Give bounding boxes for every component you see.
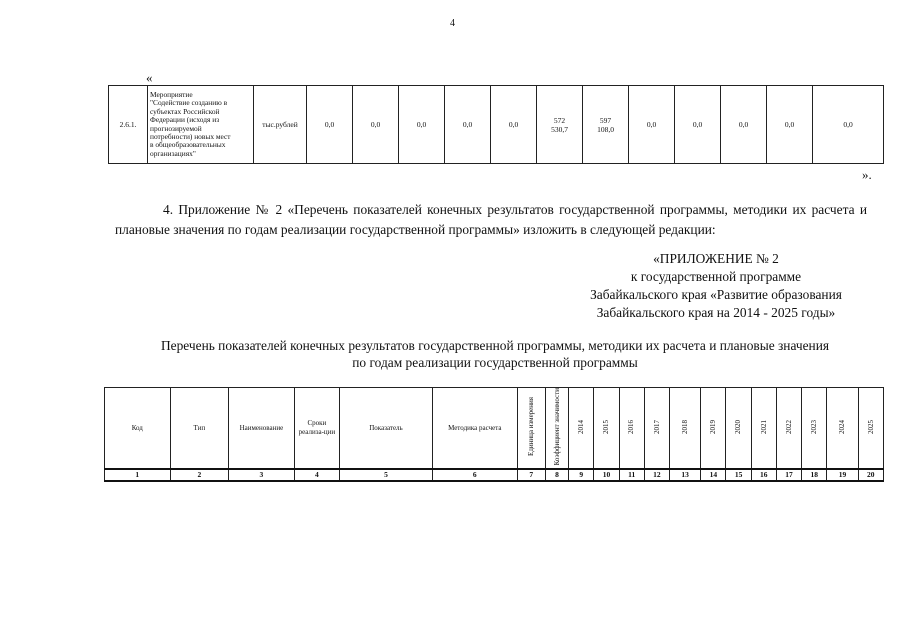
column-number: 9 — [569, 469, 594, 481]
value-cell: 0,0 — [491, 86, 537, 164]
closing-quote-mark: ». — [862, 167, 872, 182]
header-year: 2023 — [802, 388, 827, 469]
header-type: Тип — [170, 388, 229, 469]
column-number: 18 — [802, 469, 827, 481]
header-row — [105, 388, 884, 469]
value-cell: 0,0 — [675, 86, 721, 164]
header-year: 2019 — [701, 388, 726, 469]
column-number: 11 — [619, 469, 644, 481]
value-cell: 0,0 — [767, 86, 813, 164]
opening-quote-mark: « — [146, 70, 153, 85]
value-cell: 597 108,0 — [583, 86, 629, 164]
indicators-table — [104, 387, 884, 482]
column-number: 3 — [229, 469, 295, 481]
measures-table-fragment — [108, 85, 884, 164]
page-number: 4 — [450, 18, 455, 29]
header-code: Код — [105, 388, 171, 469]
column-number-row — [105, 469, 884, 481]
column-number: 4 — [294, 469, 339, 481]
list-title: Перечень показателей конечных результатов государственной программы, методики их расчета и плановые значения по годам реализации государственной программы — [160, 338, 830, 370]
header-year: 2018 — [669, 388, 700, 469]
appendix-header — [560, 250, 872, 322]
appendix-header-line: к государственной программе — [630, 269, 802, 284]
header-coefficient: Коэффициент значимости — [545, 388, 568, 469]
measure-row — [109, 86, 884, 164]
appendix-header-line: Забайкальского края «Развитие образования — [590, 287, 842, 302]
column-number: 17 — [776, 469, 801, 481]
column-number: 16 — [751, 469, 776, 481]
measure-unit: тыс.рублей — [254, 86, 307, 164]
header-year: 2025 — [858, 388, 883, 469]
column-number: 14 — [701, 469, 726, 481]
header-year: 2015 — [594, 388, 619, 469]
value-cell: 0,0 — [721, 86, 767, 164]
column-number: 8 — [545, 469, 568, 481]
header-year: 2017 — [644, 388, 669, 469]
value-cell: 0,0 — [307, 86, 353, 164]
value-cell: 572 530,7 — [537, 86, 583, 164]
header-year: 2020 — [726, 388, 751, 469]
header-year: 2014 — [569, 388, 594, 469]
column-number: 2 — [170, 469, 229, 481]
measure-name: Мероприятие "Содействие созданию в субъектах Российской Федерации (исходя из прогнозируемой потребности) новых мест в общеобразовательных организациях" — [148, 86, 254, 164]
header-year: 2022 — [776, 388, 801, 469]
header-year: 2024 — [827, 388, 858, 469]
column-number: 6 — [432, 469, 517, 481]
header-year: 2021 — [751, 388, 776, 469]
appendix-header-line: Забайкальского края на 2014 - 2025 годы» — [596, 305, 836, 320]
column-number: 10 — [594, 469, 619, 481]
header-method: Методика расчета — [432, 388, 517, 469]
header-terms: Сроки реализа-ции — [294, 388, 339, 469]
column-number: 13 — [669, 469, 700, 481]
value-cell: 0,0 — [629, 86, 675, 164]
header-year: 2016 — [619, 388, 644, 469]
measure-code: 2.6.1. — [109, 86, 148, 164]
amendment-paragraph: 4. Приложение № 2 «Перечень показателей конечных результатов государственной программы, методики их расчета и плановые значения по годам реализации государственной программы» изложить в следующей редакции: — [115, 202, 867, 237]
value-cell: 0,0 — [813, 86, 884, 164]
header-name: Наименование — [229, 388, 295, 469]
appendix-header-line: «ПРИЛОЖЕНИЕ № 2 — [653, 251, 779, 266]
column-number: 1 — [105, 469, 171, 481]
header-indicator: Показатель — [340, 388, 433, 469]
column-number: 7 — [517, 469, 545, 481]
column-number: 5 — [340, 469, 433, 481]
column-number: 19 — [827, 469, 858, 481]
value-cell: 0,0 — [445, 86, 491, 164]
header-unit: Единица измерения — [517, 388, 545, 469]
column-number: 15 — [726, 469, 751, 481]
value-cell: 0,0 — [399, 86, 445, 164]
column-number: 20 — [858, 469, 883, 481]
column-number: 12 — [644, 469, 669, 481]
value-cell: 0,0 — [353, 86, 399, 164]
